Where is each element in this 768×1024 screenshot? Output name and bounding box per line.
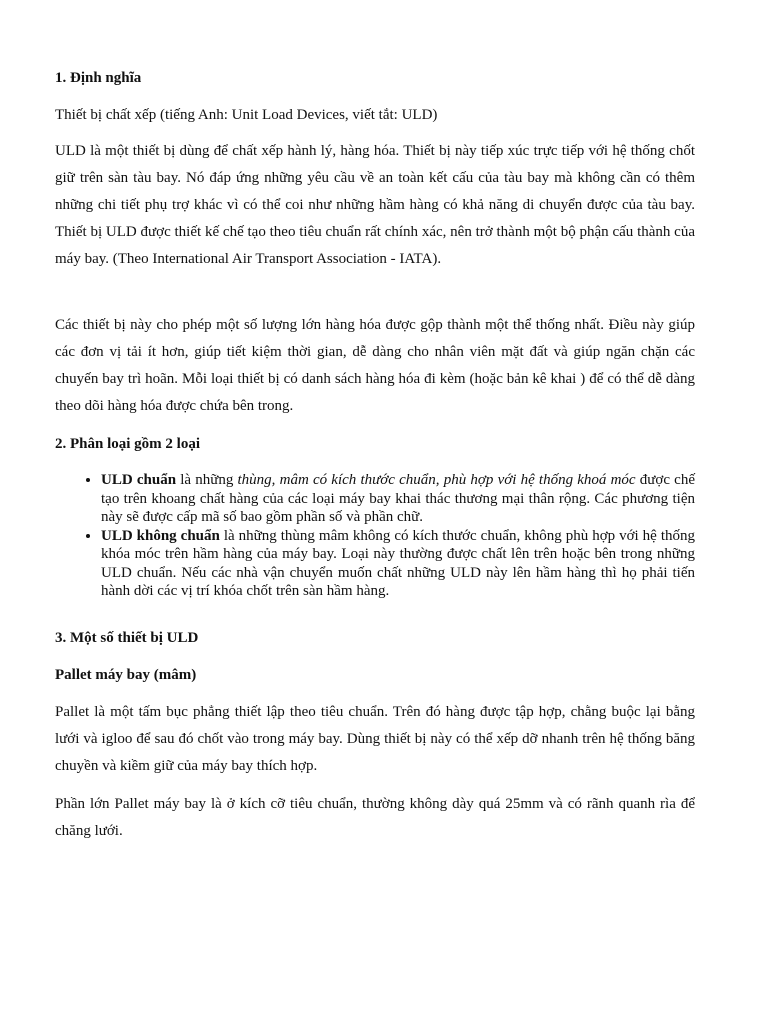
list-item-connector: là những	[176, 472, 238, 488]
list-item-standard-uld	[101, 471, 695, 527]
list-item-description: được chế tạo trên khoang chất hàng của các loại máy bay khai thác thương mại thân rộng. Các phương tiện này sẽ được cấp mã số bao gồm phần số và phần chữ.	[101, 472, 695, 525]
section-1-heading: 1. Định nghĩa	[55, 70, 142, 86]
section-3-subheading: Pallet máy bay (mâm)	[55, 667, 197, 683]
section-1-intro: Thiết bị chất xếp (tiếng Anh: Unit Load Devices, viết tắt: ULD)	[55, 107, 438, 123]
section-3-heading: 3. Một số thiết bị ULD	[55, 630, 199, 646]
section-1-paragraph-1: ULD là một thiết bị dùng để chất xếp hành lý, hàng hóa. Thiết bị này tiếp xúc trực tiếp với hệ thống chốt giữ trên sàn tàu bay. Nó đáp ứng những yêu cầu về an toàn kết cấu của tàu bay mà không cần có thêm những chi tiết phụ trợ khác vì có thể coi như những hầm hàng có khả năng di chuyển được của tàu bay. Thiết bị ULD được thiết kế chế tạo theo tiêu chuẩn rất chính xác, nên trở thành một bộ phận cấu thành của máy bay. (Theo International Air Transport Association - IATA).	[55, 143, 695, 267]
section-1-paragraph-2: Các thiết bị này cho phép một số lượng lớn hàng hóa được gộp thành một thể thống nhất. Điều này giúp các đơn vị tải ít hơn, giúp tiết kiệm thời gian, dễ dàng cho nhân viên mặt đất và giúp ngăn chặn các chuyến bay trì hoãn. Mỗi loại thiết bị có danh sách hàng hóa đi kèm (hoặc bản kê khai ) để có thể dễ dàng theo dõi hàng hóa được chứa bên trong.	[55, 317, 695, 414]
list-item-term: ULD chuẩn	[101, 472, 177, 488]
list-item-nonstandard-uld	[101, 527, 695, 601]
classification-list	[55, 471, 695, 601]
list-item-emphasis: thùng, mâm có kích thước chuẩn, phù hợp với hệ thống khoá móc	[237, 472, 636, 488]
section-2-heading: 2. Phân loại gồm 2 loại	[55, 436, 201, 452]
section-3-paragraph-2: Phần lớn Pallet máy bay là ở kích cỡ tiêu chuẩn, thường không dày quá 25mm và có rãnh quanh rìa để chăng lưới.	[55, 796, 695, 839]
list-item-term: ULD không chuẩn	[101, 527, 220, 544]
section-3-paragraph-1: Pallet là một tấm bục phẳng thiết lập theo tiêu chuẩn. Trên đó hàng được tập hợp, chằng buộc lại bằng lưới và igloo để sau đó chốt vào trong máy bay. Dùng thiết bị này có thể xếp dỡ nhanh trên hệ thống băng chuyền và kiềm giữ của máy bay thích hợp.	[55, 704, 695, 774]
list-item-description: là những thùng mâm không có kích thước chuẩn, không phù hợp với hệ thống khóa móc trên hầm hàng của máy bay. Loại này thường được chất lên trên hoặc bên trong những ULD chuẩn. Nếu các nhà vận chuyển muốn chất những ULD này lên hầm hàng thì họ phải tiến hành dời các vị trí khóa chốt trên sàn hầm hàng.	[101, 527, 695, 599]
